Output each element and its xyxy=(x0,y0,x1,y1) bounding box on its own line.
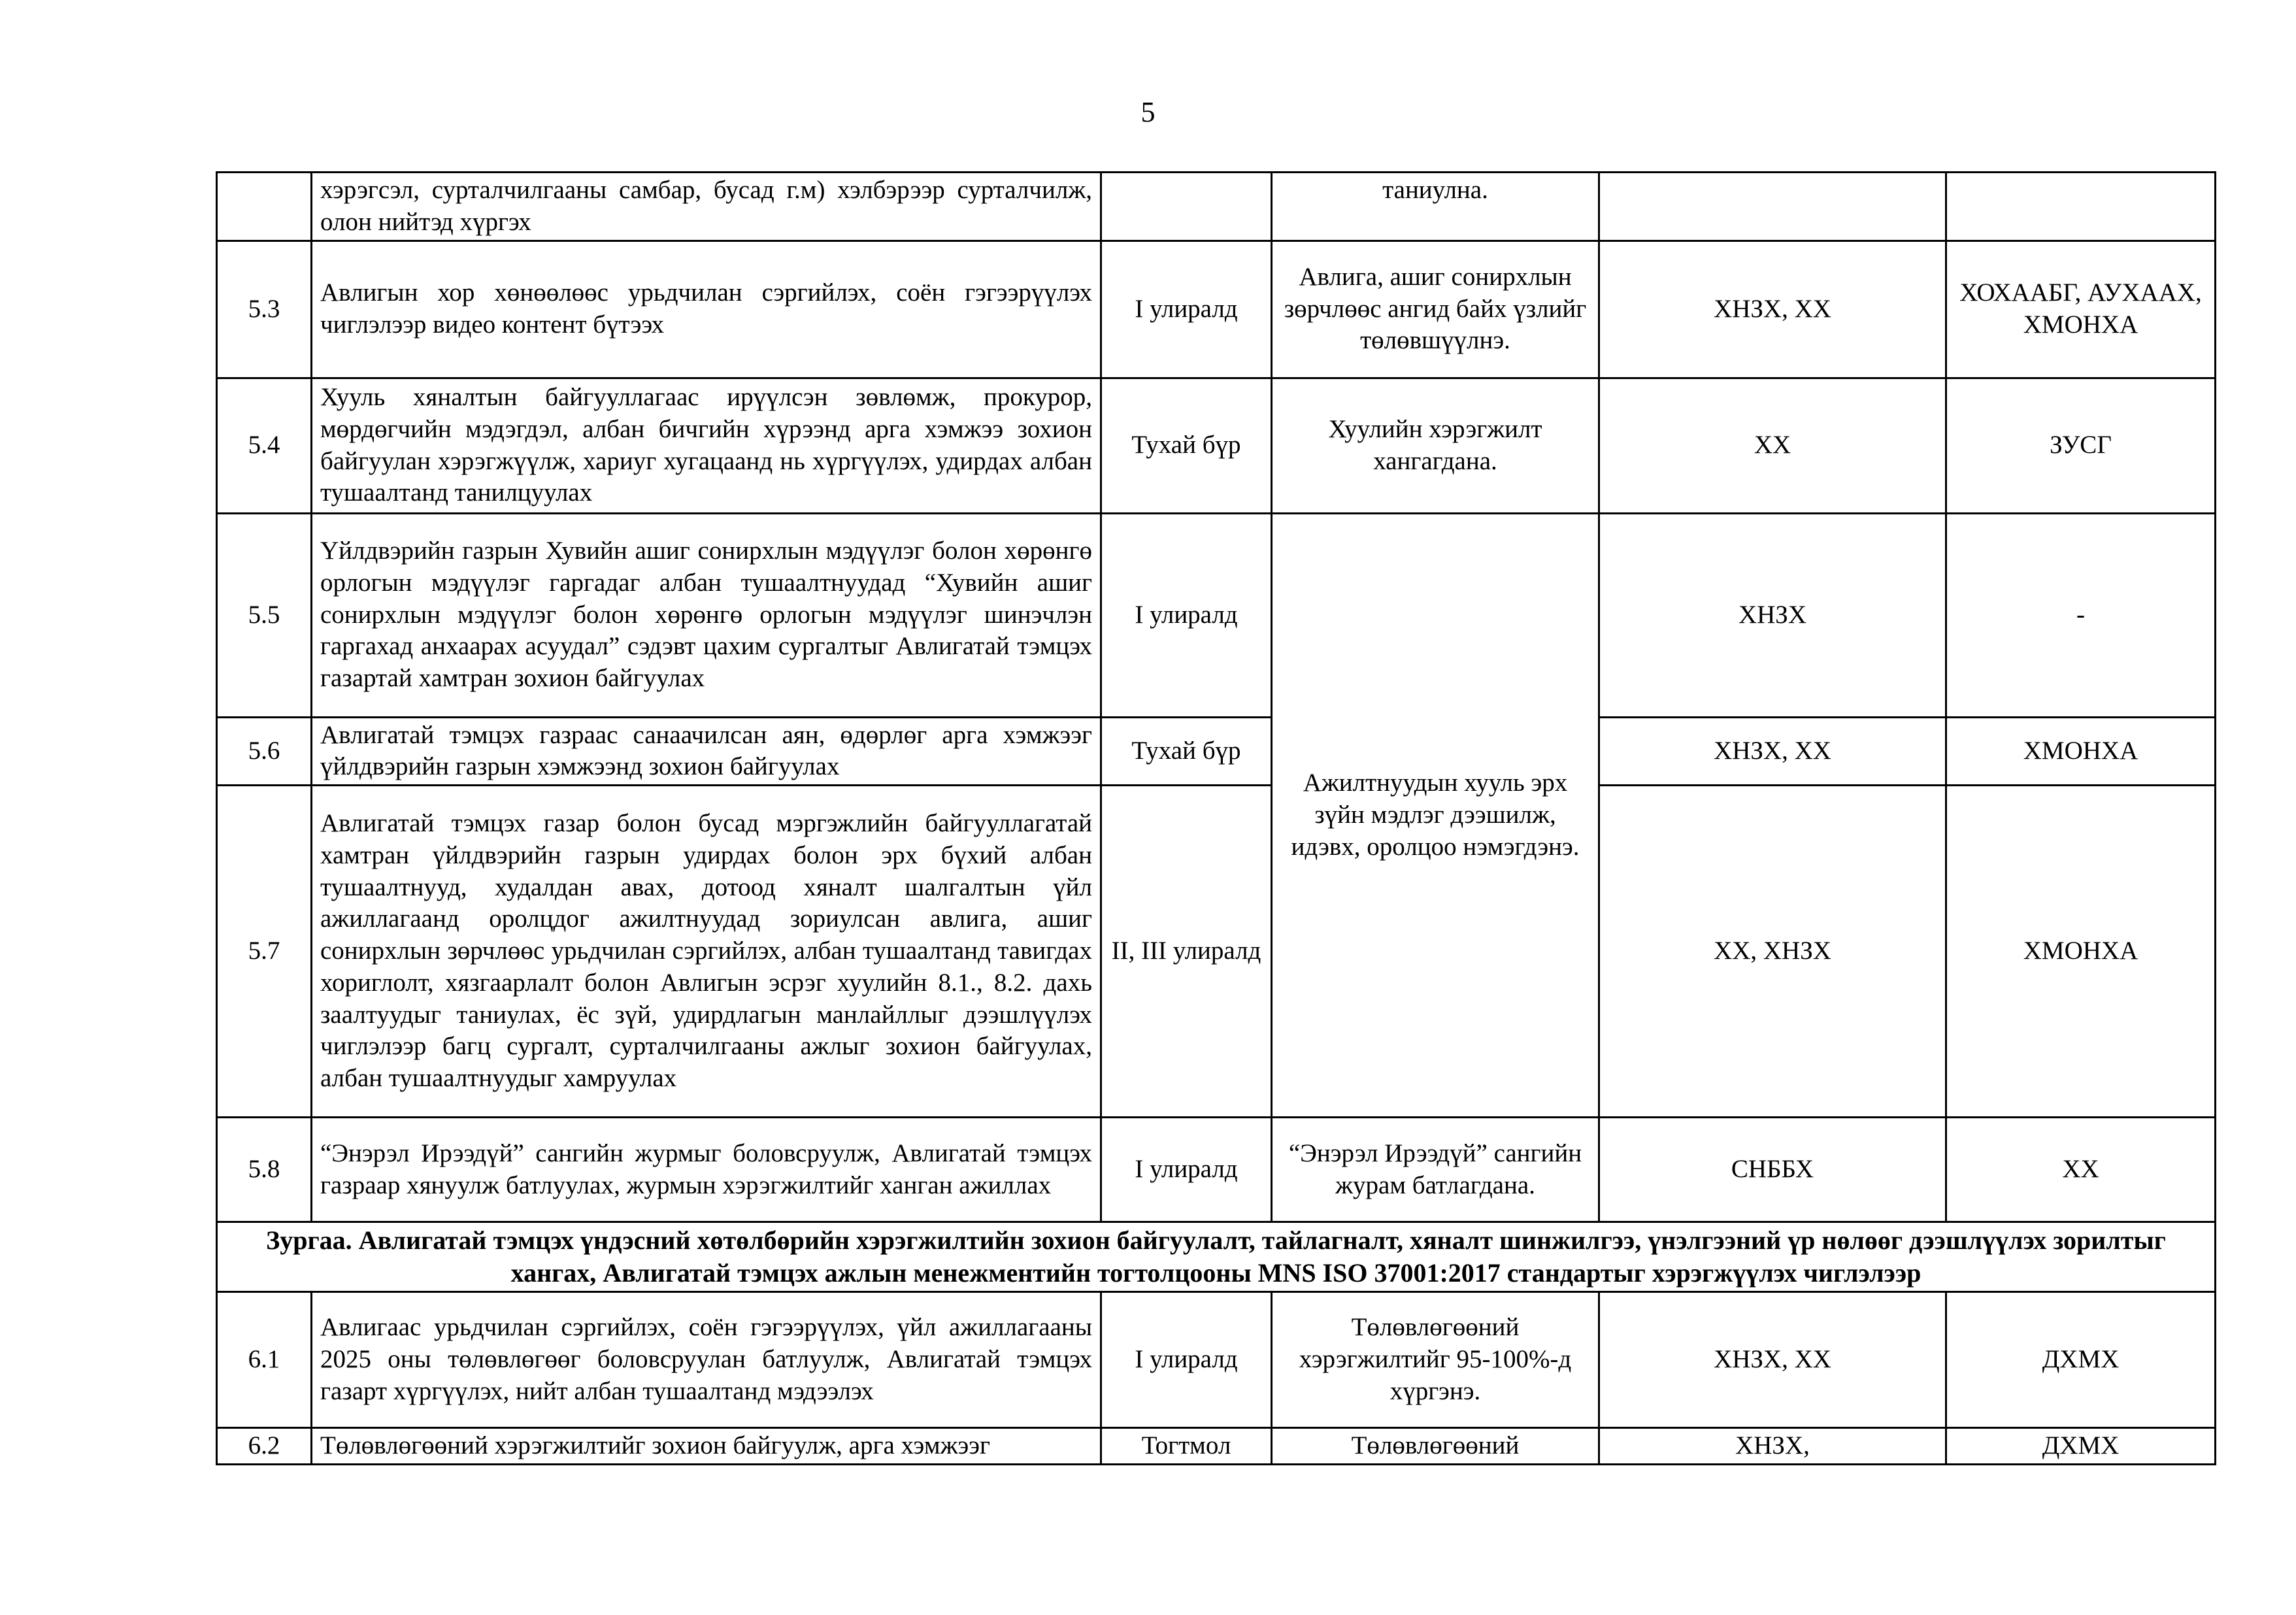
outcome-cell: таниулна. xyxy=(1272,173,1599,241)
merged-outcome-cell: Ажилтнуудын хууль эрх зүйн мэдлэг дээшилж, идэвх, оролцоо нэмэгдэнэ. xyxy=(1272,513,1599,1118)
responsible-cell: ХНЗХ, xyxy=(1599,1428,1946,1465)
activity-cell: Авлигатай тэмцэх газраас санаачилсан аян, өдөрлөг арга хэмжээг үйлдвэрийн газрын хэмжээнд зохион байгуулах xyxy=(312,717,1101,786)
table-row xyxy=(217,786,2216,1118)
row-number: 5.6 xyxy=(217,717,312,786)
responsible-cell: СНББХ xyxy=(1599,1118,1946,1222)
page-number: 5 xyxy=(1140,96,1156,128)
deadline-cell: Тогтмол xyxy=(1101,1428,1272,1465)
deadline-cell: Тухай бүр xyxy=(1101,717,1272,786)
activity-cell: хэрэгсэл, сурталчилгааны самбар, бусад г.м) хэлбэрээр сурталчилж, олон нийтэд хүргэх xyxy=(312,173,1101,241)
deadline-cell: I улиралд xyxy=(1101,513,1272,717)
partners-cell: ХОХААБГ, АУХААХ, ХМОНХА xyxy=(1946,241,2216,378)
deadline-cell: II, III улиралд xyxy=(1101,786,1272,1118)
section-heading: Зургаа. Авлигатай тэмцэх үндэсний хөтөлбөрийн хэрэгжилтийн зохион байгуулалт, тайлагналт, хяналт шинжилгээ, үнэлгээний үр нөлөөг дээшлүүлэх зорилтыг хангах, Авлигатай тэмцэх ажлын менежментийн тогтолцооны MNS ISO 37001:2017 стандартыг хэрэгжүүлэх чиглэлээр xyxy=(217,1222,2216,1292)
table-row xyxy=(217,717,2216,786)
table-row xyxy=(217,1118,2216,1222)
deadline-cell: I улиралд xyxy=(1101,1292,1272,1428)
partners-cell: ХМОНХА xyxy=(1946,786,2216,1118)
row-number: 6.1 xyxy=(217,1292,312,1428)
row-number: 5.3 xyxy=(217,241,312,378)
table-row xyxy=(217,173,2216,241)
outcome-cell: Хуулийн хэрэгжилт хангагдана. xyxy=(1272,378,1599,513)
table-row xyxy=(217,378,2216,513)
row-number: 5.7 xyxy=(217,786,312,1118)
activity-cell: Авлигатай тэмцэх газар болон бусад мэргэжлийн байгууллагатай хамтран үйлдвэрийн газрын удирдах болон эрх бүхий албан тушаалтнууд, худалдан авах, дотоод хяналт шалгалтын үйл ажиллагаанд оролцдог ажилтнуудад зориулсан авлига, ашиг сонирхлын зөрчлөөс урьдчилан сэргийлэх, албан тушаалтанд тавигдах хориглолт, хязгаарлалт болон Авлигын эсрэг хуулийн 8.1., 8.2. дахь заалтуудыг таниулах, ёс зүй, удирдлагын манлайллыг дээшлүүлэх чиглэлээр багц сургалт, сурталчилгааны ажлыг зохион байгуулах, албан тушаалтнуудыг хамруулах xyxy=(312,786,1101,1118)
deadline-cell xyxy=(1101,173,1272,241)
activity-cell: Төлөвлөгөөний хэрэгжилтийг зохион байгуулж, арга хэмжээг xyxy=(312,1428,1101,1465)
partners-cell: - xyxy=(1946,513,2216,717)
row-number: 5.8 xyxy=(217,1118,312,1222)
partners-cell xyxy=(1946,173,2216,241)
responsible-cell: ХХ, ХНЗХ xyxy=(1599,786,1946,1118)
activity-cell: Үйлдвэрийн газрын Хувийн ашиг сонирхлын мэдүүлэг болон хөрөнгө орлогын мэдүүлэг гаргадаг албан тушаалтнуудад “Хувийн ашиг сонирхлын мэдүүлэг болон хөрөнгө орлогын мэдүүлэг шинэчлэн гаргахад анхаарах асуудал” сэдэвт цахим сургалтыг Авлигатай тэмцэх газартай хамтран зохион байгуулах xyxy=(312,513,1101,717)
outcome-cell: Төлөвлөгөөний хэрэгжилтийг 95-100%-д хүргэнэ. xyxy=(1272,1292,1599,1428)
section-heading-row xyxy=(217,1222,2216,1292)
partners-cell: ДХМХ xyxy=(1946,1292,2216,1428)
row-number: 5.4 xyxy=(217,378,312,513)
activity-cell: Авлигаас урьдчилан сэргийлэх, соён гэгээрүүлэх, үйл ажиллагааны 2025 оны төлөвлөгөөг боловсруулан батлуулж, Авлигатай тэмцэх газарт хүргүүлэх, нийт албан тушаалтанд мэдээлэх xyxy=(312,1292,1101,1428)
deadline-cell: I улиралд xyxy=(1101,241,1272,378)
activity-cell: Хууль хяналтын байгууллагаас ирүүлсэн зөвлөмж, прокурор, мөрдөгчийн мэдэгдэл, албан бичгийн хүрээнд арга хэмжээ зохион байгуулан хэрэгжүүлж, хариуг хугацаанд нь хүргүүлэх, удирдах албан тушаалтанд танилцуулах xyxy=(312,378,1101,513)
table-row xyxy=(217,1428,2216,1465)
partners-cell: ЗУСГ xyxy=(1946,378,2216,513)
outcome-cell: Авлига, ашиг сонирхлын зөрчлөөс ангид байх үзлийг төлөвшүүлнэ. xyxy=(1272,241,1599,378)
responsible-cell xyxy=(1599,173,1946,241)
activity-plan-table xyxy=(216,171,2216,1465)
responsible-cell: ХНЗХ, ХХ xyxy=(1599,1292,1946,1428)
partners-cell: ХХ xyxy=(1946,1118,2216,1222)
responsible-cell: ХНЗХ, ХХ xyxy=(1599,717,1946,786)
partners-cell: ДХМХ xyxy=(1946,1428,2216,1465)
responsible-cell: ХНЗХ xyxy=(1599,513,1946,717)
row-number xyxy=(217,173,312,241)
table-row xyxy=(217,1292,2216,1428)
row-number: 6.2 xyxy=(217,1428,312,1465)
table-row xyxy=(217,513,2216,717)
activity-cell: Авлигын хор хөнөөлөөс урьдчилан сэргийлэх, соён гэгээрүүлэх чиглэлээр видео контент бүтээх xyxy=(312,241,1101,378)
responsible-cell: ХНЗХ, ХХ xyxy=(1599,241,1946,378)
deadline-cell: I улиралд xyxy=(1101,1118,1272,1222)
partners-cell: ХМОНХА xyxy=(1946,717,2216,786)
outcome-cell: “Энэрэл Ирээдүй” сангийн журам батлагдана. xyxy=(1272,1118,1599,1222)
deadline-cell: Тухай бүр xyxy=(1101,378,1272,513)
outcome-cell: Төлөвлөгөөний xyxy=(1272,1428,1599,1465)
responsible-cell: ХХ xyxy=(1599,378,1946,513)
table-row xyxy=(217,241,2216,378)
row-number: 5.5 xyxy=(217,513,312,717)
activity-cell: “Энэрэл Ирээдүй” сангийн журмыг боловсруулж, Авлигатай тэмцэх газраар хянуулж батлуулах, журмын хэрэгжилтийг ханган ажиллах xyxy=(312,1118,1101,1222)
